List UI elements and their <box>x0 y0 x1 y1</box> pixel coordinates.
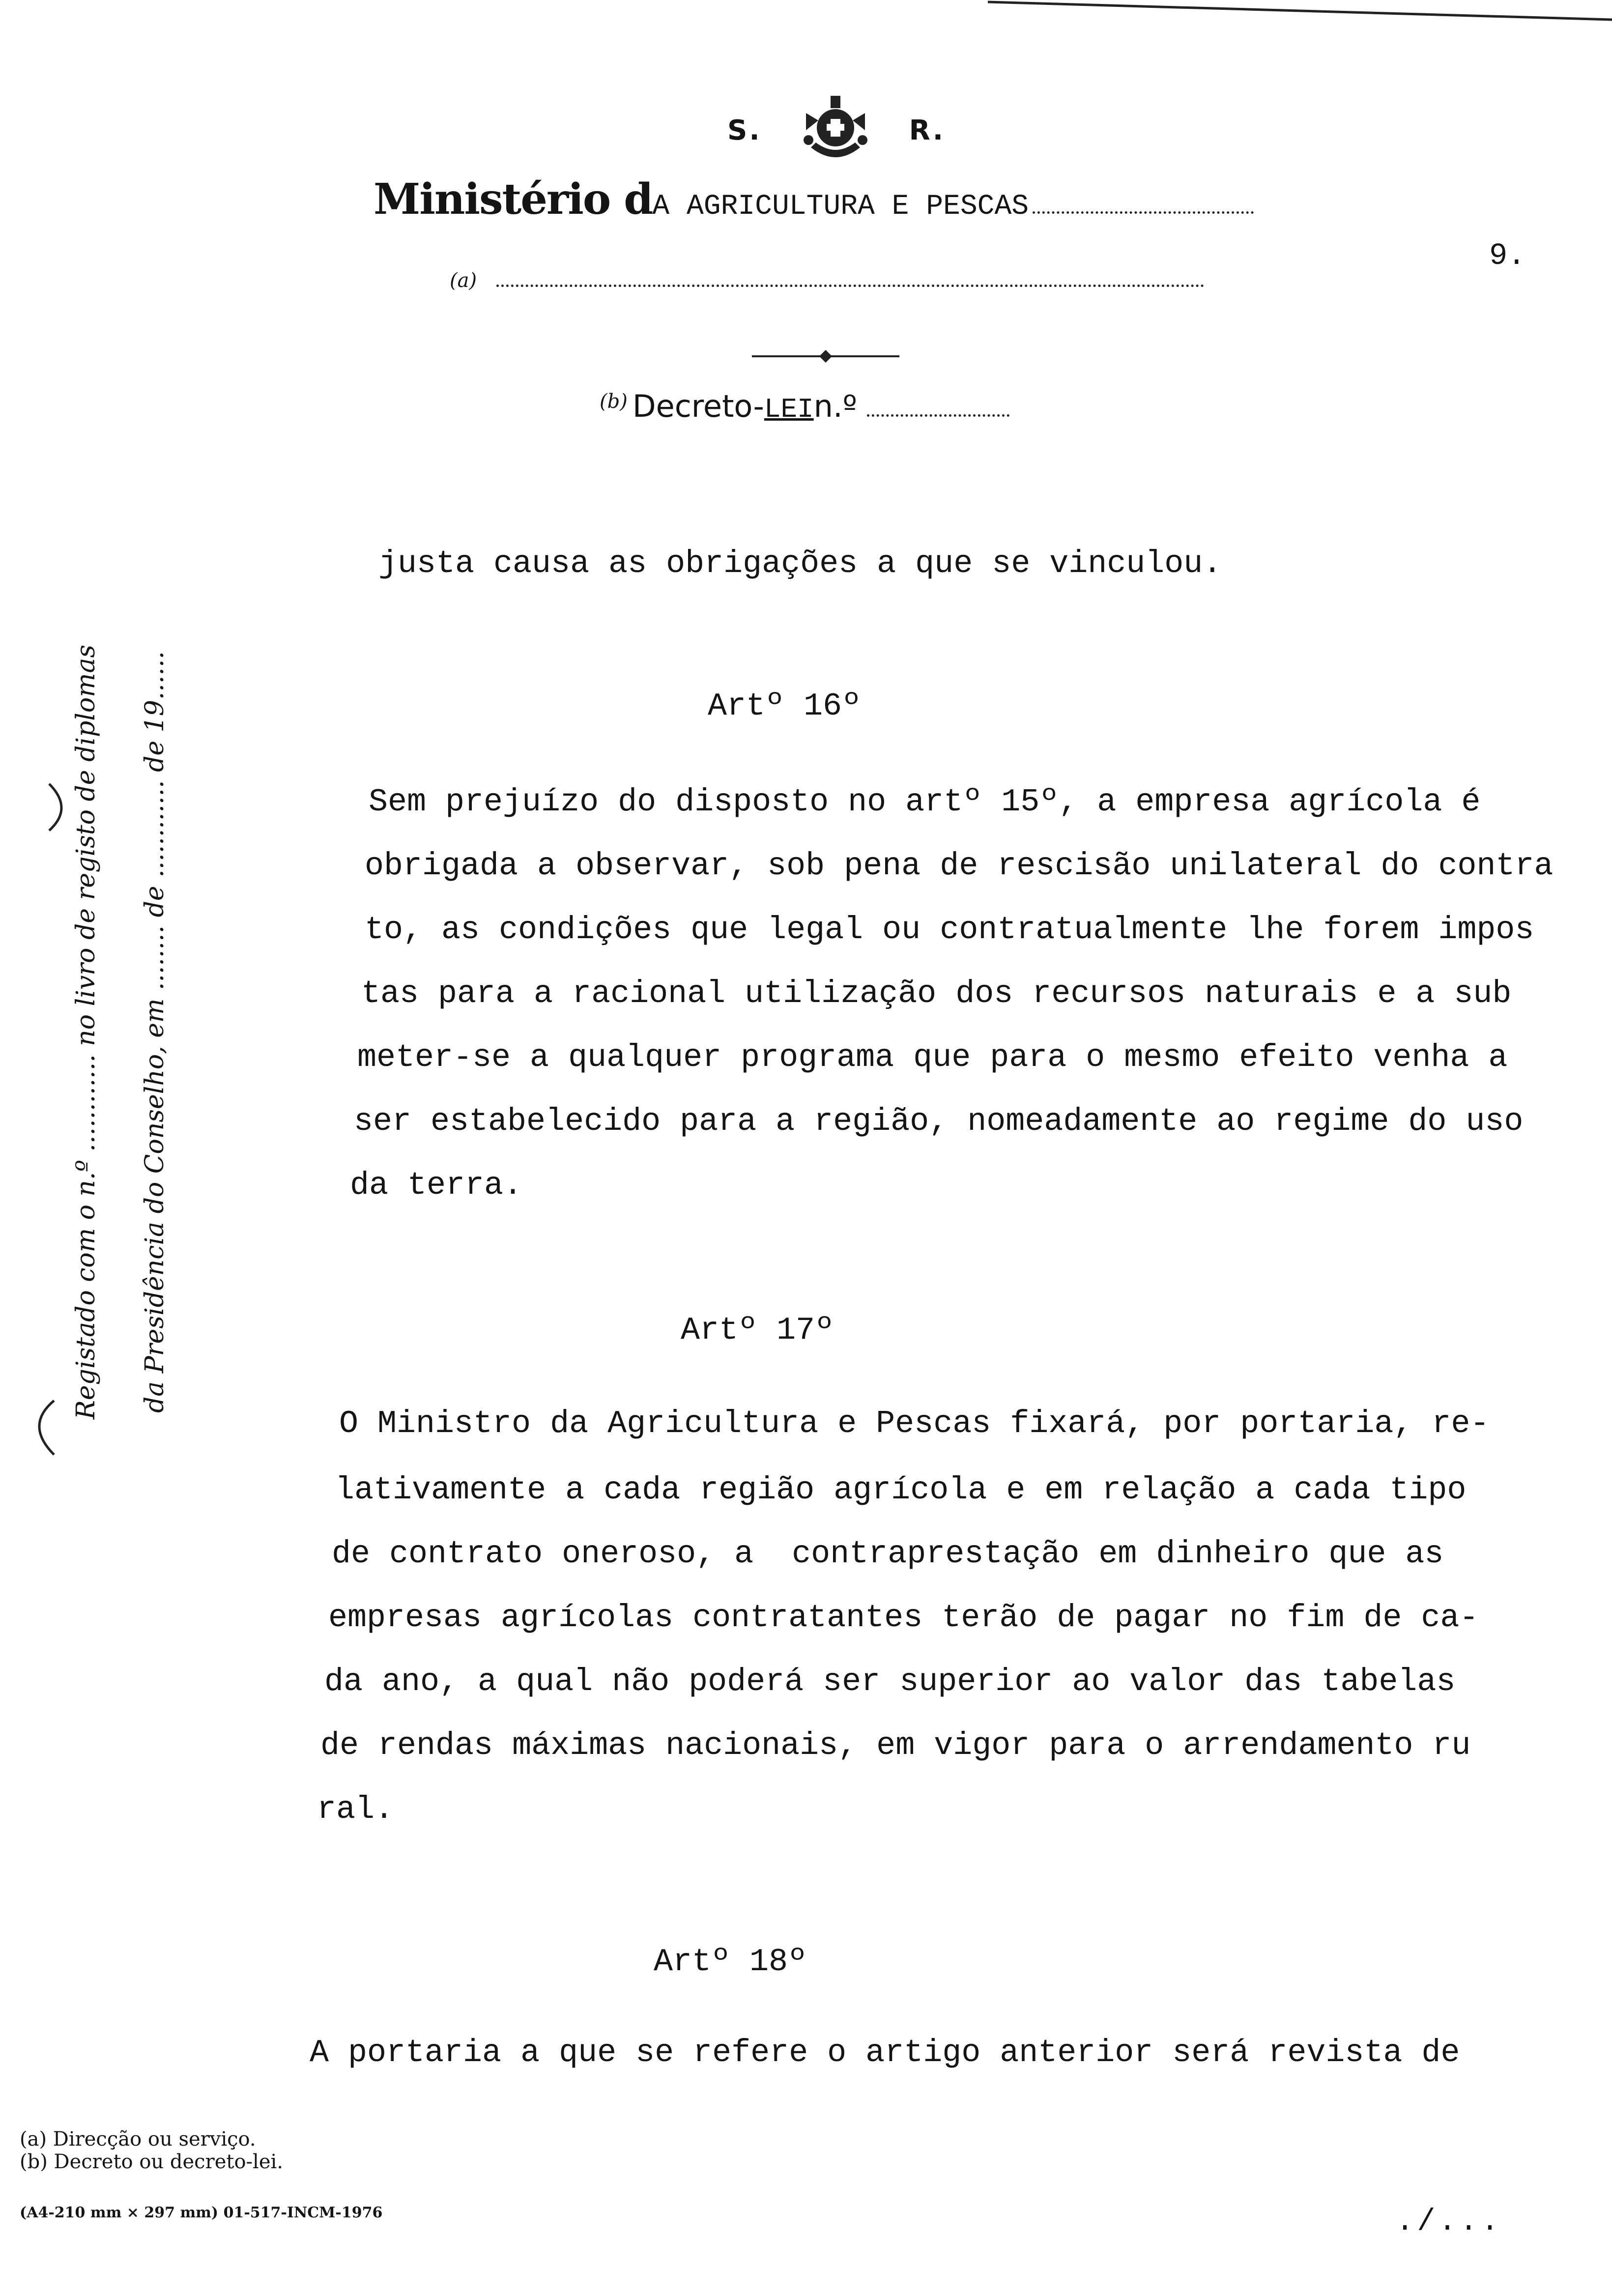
art17-line-2: lativamente a cada região agrícola e em relação a cada tipo <box>335 1472 1467 1508</box>
art17-line-1: O Ministro da Agricultura e Pescas fixará, por portaria, re- <box>339 1406 1490 1442</box>
coat-of-arms-icon <box>796 93 875 167</box>
print-reference: (A4-210 mm × 297 mm) 01-517-INCM-1976 <box>20 2204 383 2221</box>
ministry-prefix: Ministério d <box>374 174 653 224</box>
service-dotted-line <box>496 285 1204 287</box>
decree-mark: (b) <box>600 390 628 413</box>
monogram-left: S. <box>727 114 762 146</box>
art16-line-4: tas para a racional utilização dos recursos naturais e a sub <box>361 976 1512 1012</box>
margin-note-line-2: da Presidência do Conselho, em ........ de ............ de 19...... <box>140 651 170 1413</box>
page-number: 9. <box>1489 238 1526 273</box>
article-18-heading: Artº 18º <box>654 1944 807 1980</box>
art17-line-5: da ano, a qual não poderá ser superior ao valor das tabelas <box>324 1664 1456 1700</box>
monogram <box>727 93 945 167</box>
article-17-heading: Artº 17º <box>681 1312 835 1349</box>
registration-margin-note <box>39 570 202 1494</box>
top-edge-rule <box>988 0 1612 29</box>
field-a-mark: (a) <box>450 269 477 292</box>
art16-line-3: to, as condições que legal ou contratualmente lhe forem impos <box>365 912 1534 948</box>
margin-bracket-top-icon <box>44 781 79 835</box>
art17-line-6: de rendas máximas nacionais, em vigor para o arrendamento ru <box>320 1727 1471 1764</box>
art16-line-6: ser estabelecido para a região, nomeadamente ao regime do uso <box>354 1103 1524 1140</box>
art16-line-2: obrigada a observar, sob pena de rescisão unilateral do contra <box>365 848 1554 884</box>
art17-line-3: de contrato oneroso, a contraprestação em dinheiro que as <box>332 1536 1444 1572</box>
body-line: justa causa as obrigações a que se vinculou. <box>378 545 1222 582</box>
decree-label: Decreto- <box>632 388 764 424</box>
divider-ornament <box>752 344 899 369</box>
monogram-right: R. <box>909 114 946 146</box>
service-line <box>450 269 1207 292</box>
art16-line-1: Sem prejuízo do disposto no artº 15º, a empresa agrícola é <box>369 784 1481 820</box>
ministry-name: A AGRICULTURA E PESCAS <box>652 191 1029 223</box>
continuation-mark: ./... <box>1396 2204 1502 2239</box>
art17-line-7: ral. <box>317 1791 394 1828</box>
article-16-heading: Artº 16º <box>708 688 862 724</box>
art17-line-4: empresas agrícolas contratantes terão de pagar no fim de ca- <box>328 1600 1479 1636</box>
margin-note-line-1: Registado com o n.º ............ no livro de registo de diplomas <box>71 644 101 1420</box>
margin-bracket-icon <box>20 1396 59 1460</box>
decree-value: LEI <box>764 394 814 425</box>
ministry-line <box>374 174 1254 224</box>
decree-suffix: n.º <box>813 388 857 424</box>
decree-dotted-line <box>867 414 1009 417</box>
art16-line-7: da terra. <box>350 1167 523 1204</box>
ministry-dotted-line <box>1033 211 1254 214</box>
art16-line-5: meter-se a qualquer programa que para o mesmo efeito venha a <box>357 1039 1508 1076</box>
footnote-a: (a) Direcção ou serviço. <box>20 2128 256 2151</box>
footnote-b: (b) Decreto ou decreto-lei. <box>20 2151 284 2173</box>
art18-line-1: A portaria a que se refere o artigo anterior será revista de <box>310 2035 1460 2071</box>
decree-line <box>600 388 1009 425</box>
